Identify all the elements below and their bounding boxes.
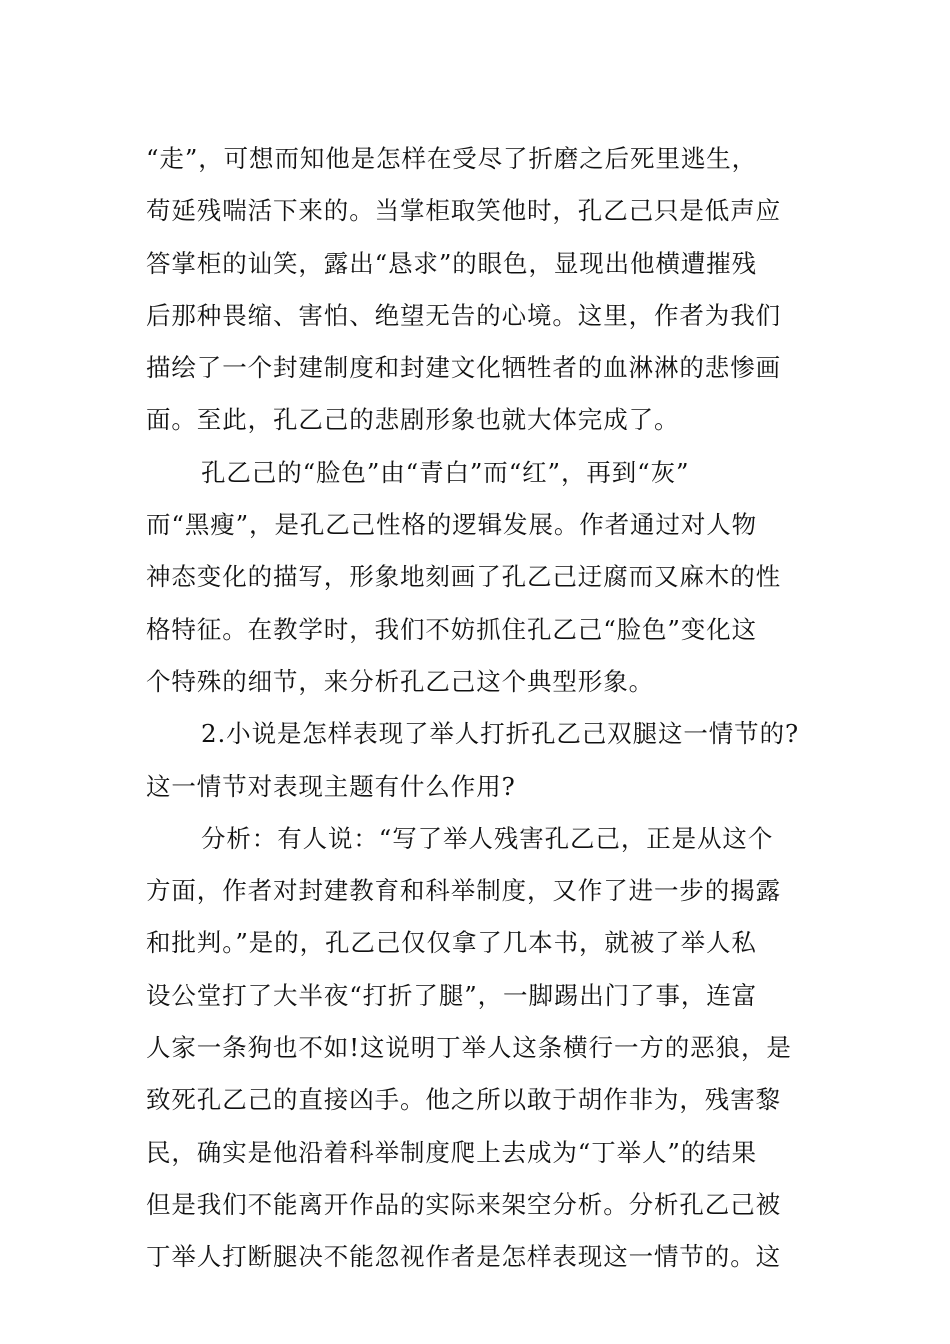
text-line: 神态变化的描写，形象地刻画了孔乙己迂腐而又麻木的性 bbox=[146, 562, 781, 592]
text-line: 答掌柜的讪笑，露出“恳求”的眼色，显现出他横遭摧残 bbox=[146, 248, 758, 278]
text-line: 设公堂打了大半夜“打折了腿”，一脚踢出门了事，连富 bbox=[146, 980, 758, 1010]
text-line: 人家一条狗也不如!这说明丁举人这条横行一方的恶狼，是 bbox=[146, 1033, 792, 1063]
text-line: 方面，作者对封建教育和科举制度，又作了进一步的揭露 bbox=[146, 876, 781, 906]
text-line: “走”，可想而知他是怎样在受尽了折磨之后死里逃生， bbox=[146, 144, 758, 173]
paragraph-first-line: 孔乙己的“脸色”由“青白”而“红”，再到“灰” bbox=[201, 457, 690, 487]
text-line: 这一情节对表现主题有什么作用? bbox=[146, 771, 516, 801]
text-line: 后那种畏缩、害怕、绝望无告的心境。这里，作者为我们 bbox=[146, 300, 781, 330]
text-line: 丁举人打断腿决不能忽视作者是怎样表现这一情节的。这 bbox=[146, 1242, 781, 1272]
text-line: 格特征。在教学时，我们不妨抓住孔乙己“脸色”变化这 bbox=[146, 614, 758, 644]
text-line: 民，确实是他沿着科举制度爬上去成为“丁举人”的结果 bbox=[146, 1137, 758, 1167]
text-line: 致死孔乙己的直接凶手。他之所以敢于胡作非为，残害黎 bbox=[146, 1085, 781, 1115]
text-line: 描绘了一个封建制度和封建文化牺牲者的血淋淋的悲惨画 bbox=[146, 353, 781, 383]
question-heading: 2.小说是怎样表现了举人打折孔乙己双腿这一情节的? bbox=[201, 719, 800, 749]
text-line: 个特殊的细节，来分析孔乙己这个典型形象。 bbox=[146, 666, 654, 696]
paragraph-first-line: 分析：有人说：“写了举人残害孔乙己，正是从这个 bbox=[201, 823, 774, 853]
text-line: 但是我们不能离开作品的实际来架空分析。分析孔乙己被 bbox=[146, 1189, 781, 1219]
text-line: 和批判。”是的，孔乙己仅仅拿了几本书，就被了举人私 bbox=[146, 928, 757, 958]
text-line: 苟延残喘活下来的。当掌柜取笑他时，孔乙己只是低声应 bbox=[146, 196, 781, 226]
document-body bbox=[146, 133, 806, 1284]
text-line: 而“黑瘦”，是孔乙己性格的逻辑发展。作者通过对人物 bbox=[146, 510, 758, 540]
text-line: 面。至此，孔乙己的悲剧形象也就大体完成了。 bbox=[146, 405, 680, 435]
